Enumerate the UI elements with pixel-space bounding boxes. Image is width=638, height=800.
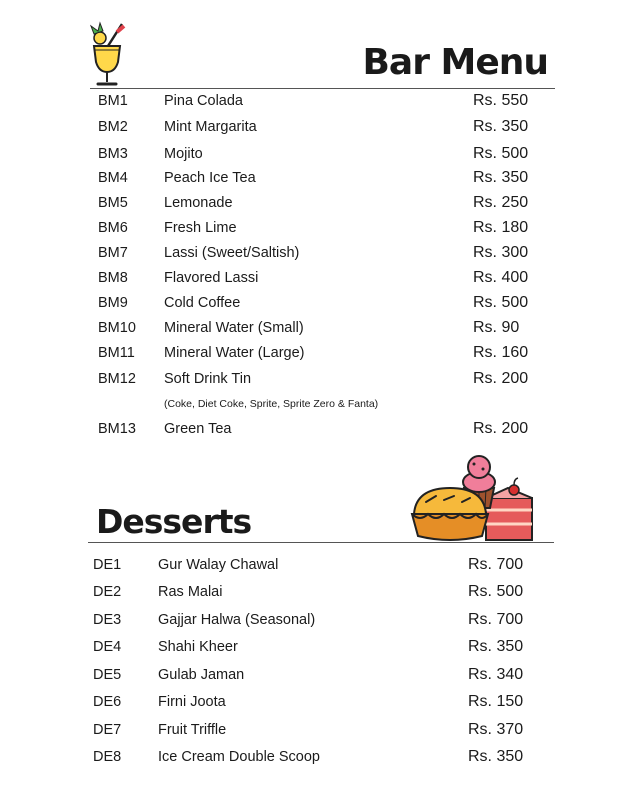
item-code: DE5 [93,667,122,683]
item-price: Rs. 700 [468,611,524,628]
item-name: Shahi Kheer [158,639,238,655]
menu-row [93,664,533,686]
item-name: Gur Walay Chawal [158,557,279,573]
item-code: BM13 [98,421,136,437]
item-name: Firni Joota [158,694,226,710]
item-name: Lassi (Sweet/Saltish) [164,245,300,261]
desserts-title: Desserts [96,502,252,541]
item-code: DE8 [93,749,122,765]
menu-row [98,342,538,364]
item-name: Soft Drink Tin [164,371,252,387]
menu-row [98,143,538,165]
item-price: Rs. 350 [468,638,524,655]
menu-row [98,116,538,138]
item-price: Rs. 350 [473,169,529,186]
menu-row [93,554,533,576]
menu-row [98,217,538,239]
item-price: Rs. 200 [473,370,529,387]
item-price: Rs. 150 [468,693,524,710]
item-code: DE4 [93,639,122,655]
item-name: Cold Coffee [164,295,241,311]
item-code: BM11 [98,345,135,361]
item-price: Rs. 500 [473,145,529,162]
menu-row [98,418,538,440]
menu-row [98,90,538,112]
menu-row [98,267,538,289]
item-code: BM10 [98,320,136,336]
item-name: Flavored Lassi [164,270,259,286]
item-name: Fruit Triffle [158,722,227,738]
pie-cupcake-cake-icon [408,452,538,548]
item-name: Pina Colada [164,93,243,109]
item-price: Rs. 550 [473,92,529,109]
menu-row [98,317,538,339]
item-price: Rs. 180 [473,219,529,236]
item-name: Gulab Jaman [158,667,245,683]
item-code: DE7 [93,722,122,738]
item-name: Fresh Lime [164,220,237,236]
item-code: DE6 [93,694,122,710]
menu-row [98,167,538,189]
item-price: Rs. 700 [468,556,524,573]
item-name: Mint Margarita [164,119,257,135]
item-code: BM9 [98,295,128,311]
item-code: DE1 [93,557,122,573]
item-code: BM8 [98,270,128,286]
item-price: Rs. 250 [473,194,529,211]
item-name: Gajjar Halwa (Seasonal) [158,612,316,628]
menu-row [93,581,533,603]
item-price: Rs. 350 [473,118,529,135]
menu-row [93,609,533,631]
item-name: Peach Ice Tea [164,170,256,186]
item-price: Rs. 340 [468,666,524,683]
cocktail-glass-icon [88,20,130,88]
item-price: Rs. 300 [473,244,529,261]
item-name: Mineral Water (Large) [164,345,305,361]
item-code: DE2 [93,584,122,600]
item-code: BM12 [98,371,136,387]
item-code: BM2 [98,119,128,135]
menu-row [98,292,538,314]
item-name: Green Tea [164,421,232,437]
item-price: Rs. 400 [473,269,529,286]
item-code: BM4 [98,170,128,186]
menu-row [93,636,533,658]
item-name: Mineral Water (Small) [164,320,304,336]
item-price: Rs. 90 [473,319,520,336]
menu-row [98,368,538,390]
item-code: BM1 [98,93,128,109]
menu-row [98,242,538,264]
item-price: Rs. 370 [468,721,524,738]
item-price: Rs. 500 [468,583,524,600]
item-price: Rs. 200 [473,420,529,437]
item-code: BM7 [98,245,128,261]
item-price: Rs. 160 [473,344,529,361]
desserts-divider [88,542,554,543]
item-price: Rs. 350 [468,748,524,765]
bar-menu-title: Bar Menu [362,42,548,83]
item-price: Rs. 500 [473,294,529,311]
item-code: DE3 [93,612,122,628]
bar-menu-divider [90,88,555,89]
menu-row [93,691,533,713]
item-code: BM3 [98,146,128,162]
menu-row [93,719,533,741]
item-name: Mojito [164,146,203,162]
item-name: Ice Cream Double Scoop [158,749,320,765]
menu-row [93,746,533,768]
item-code: BM6 [98,220,128,236]
item-code: BM5 [98,195,128,211]
menu-row [98,192,538,214]
item-name: Lemonade [164,195,233,211]
item-name: Ras Malai [158,584,223,600]
soft-drink-note: (Coke, Diet Coke, Sprite, Sprite Zero & Fanta) [164,398,379,410]
